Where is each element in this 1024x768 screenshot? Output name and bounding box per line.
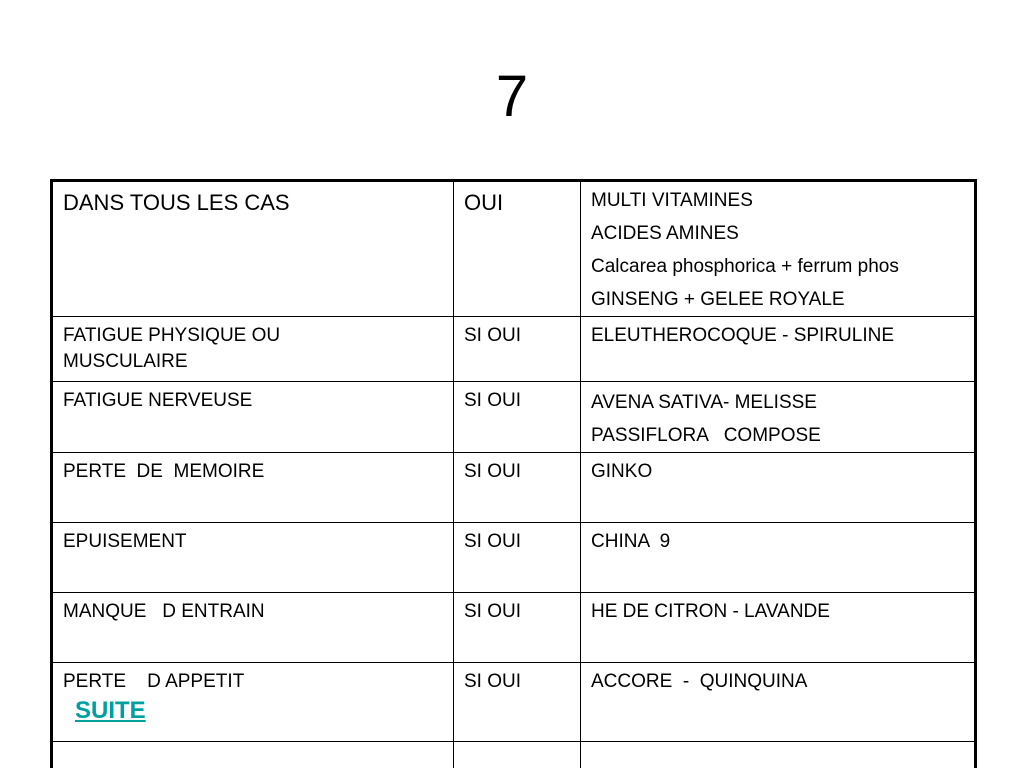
answer-label: SI OUI [464, 601, 522, 622]
answer-cell [454, 663, 581, 742]
condition-cell [52, 523, 454, 593]
remedy-item: AVENA SATIVA- MELISSE [591, 392, 817, 413]
remedies-cell [581, 663, 976, 742]
answer-cell [454, 382, 581, 453]
answer-cell [454, 523, 581, 593]
remedy-item: GINKO [591, 461, 653, 482]
remedy-item: PASSIFLORA COMPOSE [591, 425, 821, 446]
condition-label: PERTE DE MEMOIRE [63, 461, 265, 482]
remedy-item: ELEUTHEROCOQUE - SPIRULINE [591, 325, 894, 346]
table-row [52, 317, 976, 382]
table-row [52, 663, 976, 742]
answer-label: SI OUI [464, 325, 522, 346]
table-row [52, 593, 976, 663]
answer-cell [454, 593, 581, 663]
remedies-cell [581, 317, 976, 382]
condition-cell [52, 593, 454, 663]
table-row [52, 181, 976, 317]
remedy-item: ACIDES AMINES [591, 223, 739, 244]
table-row [52, 742, 976, 768]
remedy-table [50, 179, 977, 768]
condition-cell [52, 317, 454, 382]
remedies-cell [581, 382, 976, 453]
answer-label: OUI [464, 190, 504, 215]
answer-cell [454, 453, 581, 523]
answer-label: SI OUI [464, 531, 522, 552]
remedies-cell [581, 593, 976, 663]
condition-label: FATIGUE NERVEUSE [63, 390, 253, 411]
table-row [52, 382, 976, 453]
answer-cell [454, 181, 581, 317]
remedy-item: GINSENG + GELEE ROYALE [591, 289, 845, 310]
remedy-item: Calcarea phosphorica + ferrum phos [591, 256, 899, 277]
remedies-cell [581, 453, 976, 523]
table-row [52, 453, 976, 523]
answer-label: SI OUI [464, 671, 522, 692]
remedies-cell [581, 523, 976, 593]
condition-label: EPUISEMENT [63, 531, 187, 552]
condition-label: FATIGUE PHYSIQUE OU MUSCULAIRE [63, 325, 281, 372]
condition-cell [52, 453, 454, 523]
condition-cell [52, 181, 454, 317]
answer-cell [454, 742, 581, 768]
suite-link[interactable]: SUITE [75, 697, 146, 724]
remedy-item: MULTI VITAMINES [591, 190, 753, 211]
table-row [52, 523, 976, 593]
condition-cell [52, 663, 454, 742]
remedy-item: ACCORE - QUINQUINA [591, 671, 808, 692]
condition-label: PERTE D APPETIT [63, 671, 245, 692]
answer-cell [454, 317, 581, 382]
remedies-cell [581, 742, 976, 768]
condition-cell [52, 742, 454, 768]
remedy-item: HE DE CITRON - LAVANDE [591, 601, 830, 622]
condition-label: DANS TOUS LES CAS [63, 190, 290, 215]
answer-label: SI OUI [464, 461, 522, 482]
remedy-item: CHINA 9 [591, 531, 671, 552]
condition-cell [52, 382, 454, 453]
slide-title: 7 [495, 64, 529, 129]
answer-label: SI OUI [464, 390, 522, 411]
condition-label: MANQUE D ENTRAIN [63, 601, 265, 622]
remedies-cell [581, 181, 976, 317]
